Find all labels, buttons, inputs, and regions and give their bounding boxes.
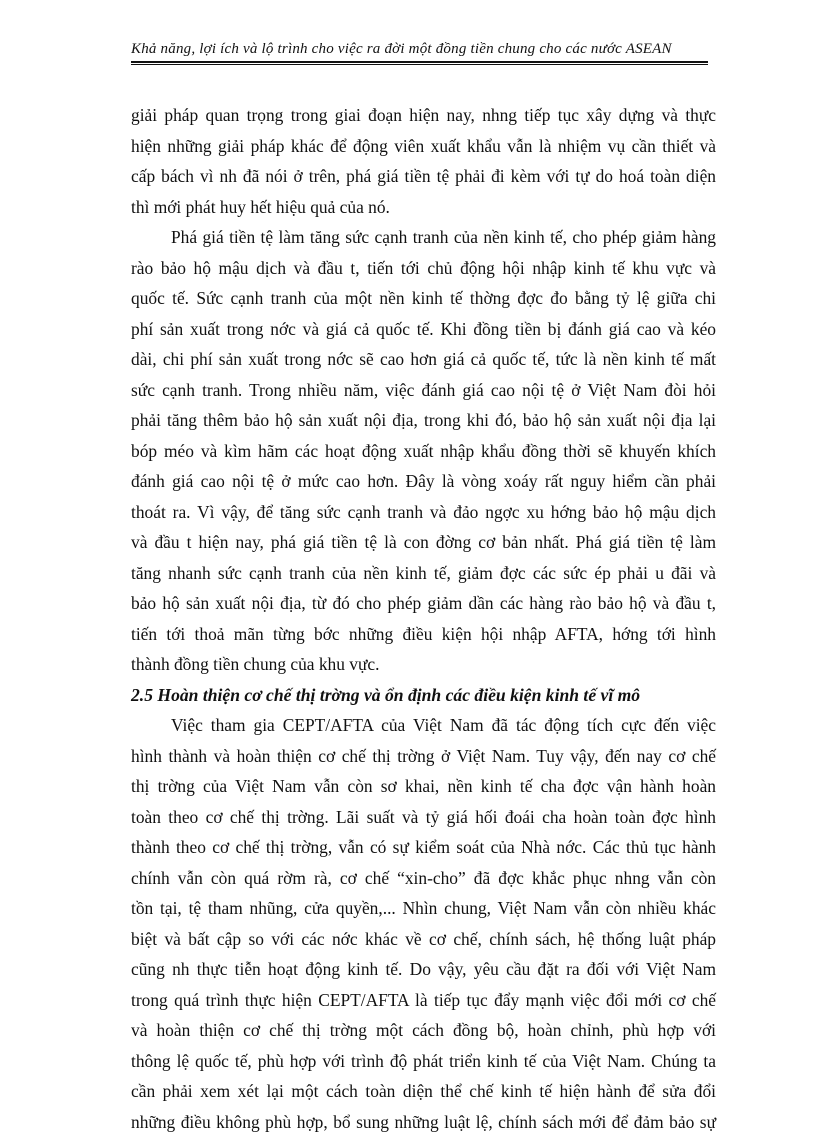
body-text (131, 100, 716, 1137)
text-line: thông lệ quốc tế, phù hợp với trình độ phát triển kinh tế của Việt Nam. Chúng ta (131, 1046, 716, 1077)
header-rule-thin (131, 64, 708, 65)
text-line: phải tăng thêm bảo hộ sản xuất nội địa, trong khi đó, bảo hộ sản xuất nội địa lại (131, 405, 716, 436)
text-line: cũng nh thực tiễn hoạt động kinh tế. Do vậy, yêu cầu đặt ra đối với Việt Nam (131, 954, 716, 985)
text-line: Việc tham gia CEPT/AFTA của Việt Nam đã tác động tích cực đến việc (131, 710, 716, 741)
text-line: hiện những giải pháp khác để động viên xuất khẩu vẫn là nhiệm vụ cần thiết và (131, 131, 716, 162)
text-line: biệt và bất cập so với các nớc khác về cơ chế, chính sách, hệ thống luật pháp (131, 924, 716, 955)
text-line: Phá giá tiền tệ làm tăng sức cạnh tranh của nền kinh tế, cho phép giảm hàng (131, 222, 716, 253)
text-line: phí sản xuất trong nớc và giá cả quốc tế. Khi đồng tiền bị đánh giá cao và kéo (131, 314, 716, 345)
text-line: tồn tại, tệ tham nhũng, cửa quyền,... Nhìn chung, Việt Nam vẫn còn nhiều khác (131, 893, 716, 924)
text-line: dài, chi phí sản xuất trong nớc sẽ cao hơn giá cả quốc tế, tức là nền kinh tế mất (131, 344, 716, 375)
text-line: chính vẫn còn quá rờm rà, cơ chế “xin-cho” đã đợc khắc phục nhng vẫn còn (131, 863, 716, 894)
text-line: quốc tế. Sức cạnh tranh của một nền kinh tế thờng đợc đo bằng tỷ lệ giữa chi (131, 283, 716, 314)
text-line: hình thành và hoàn thiện cơ chế thị trờng ở Việt Nam. Tuy vậy, đến nay cơ chế (131, 741, 716, 772)
text-line: trong quá trình thực hiện CEPT/AFTA là tiếp tục đẩy mạnh việc đổi mới cơ chế (131, 985, 716, 1016)
text-line: thị trờng của Việt Nam vẫn còn sơ khai, nền kinh tế cha đợc vận hành hoàn (131, 771, 716, 802)
text-line: rào bảo hộ mậu dịch và đầu t, tiến tới chủ động hội nhập kinh tế khu vực và (131, 253, 716, 284)
text-line: thoát ra. Vì vậy, để tăng sức cạnh tranh và đảo ngợc xu hớng bảo hộ mậu dịch (131, 497, 716, 528)
text-line: đánh giá cao nội tệ ở mức cao hơn. Đây là vòng xoáy rất nguy hiểm cần phải (131, 466, 716, 497)
header-rule (131, 61, 708, 63)
text-line: và hoàn thiện cơ chế thị trờng một cách đồng bộ, hoàn chỉnh, phù hợp với (131, 1015, 716, 1046)
text-line: bảo hộ sản xuất nội địa, từ đó cho phép giảm dần các hàng rào bảo hộ và đầu t, (131, 588, 716, 619)
text-line: sức cạnh tranh. Trong nhiều năm, việc đánh giá cao nội tệ ở Việt Nam đòi hỏi (131, 375, 716, 406)
text-line: và đầu t hiện nay, phá giá tiền tệ là con đờng cơ bản nhất. Phá giá tiền tệ làm (131, 527, 716, 558)
running-header: Khả năng, lợi ích và lộ trình cho việc ra đời một đồng tiền chung cho các nước ASEAN (131, 41, 708, 58)
text-line: bóp méo và kìm hãm các hoạt động xuất nhập khẩu đồng thời sẽ khuyến khích (131, 436, 716, 467)
text-line: giải pháp quan trọng trong giai đoạn hiện nay, nhng tiếp tục xây dựng và thực (131, 100, 716, 131)
text-line: tiến tới thoả mãn từng bớc những điều kiện hội nhập AFTA, hớng tới hình (131, 619, 716, 650)
text-line: cấp bách vì nh đã nói ở trên, phá giá tiền tệ phải đi kèm với tự do hoá toàn diện (131, 161, 716, 192)
section-heading: 2.5 Hoàn thiện cơ chế thị trờng và ổn định các điều kiện kinh tế vĩ mô (131, 680, 716, 711)
text-line: thành theo cơ chế thị trờng, vẫn có sự kiểm soát của Nhà nớc. Các thủ tục hành (131, 832, 716, 863)
text-line: những điều không phù hợp, bổ sung những luật lệ, chính sách mới để đảm bảo sự (131, 1107, 716, 1137)
text-line: toàn theo cơ chế thị trờng. Lãi suất và tỷ giá hối đoái cha hoàn toàn đợc hình (131, 802, 716, 833)
text-line: thành đồng tiền chung của khu vực. (131, 649, 716, 680)
text-line: thì mới phát huy hết hiệu quả của nó. (131, 192, 716, 223)
text-line: cần phải xem xét lại một cách toàn diện thể chế kinh tế hiện hành để sửa đổi (131, 1076, 716, 1107)
text-line: tăng nhanh sức cạnh tranh của nền kinh tế, giảm đợc các sức ép phải u đãi và (131, 558, 716, 589)
